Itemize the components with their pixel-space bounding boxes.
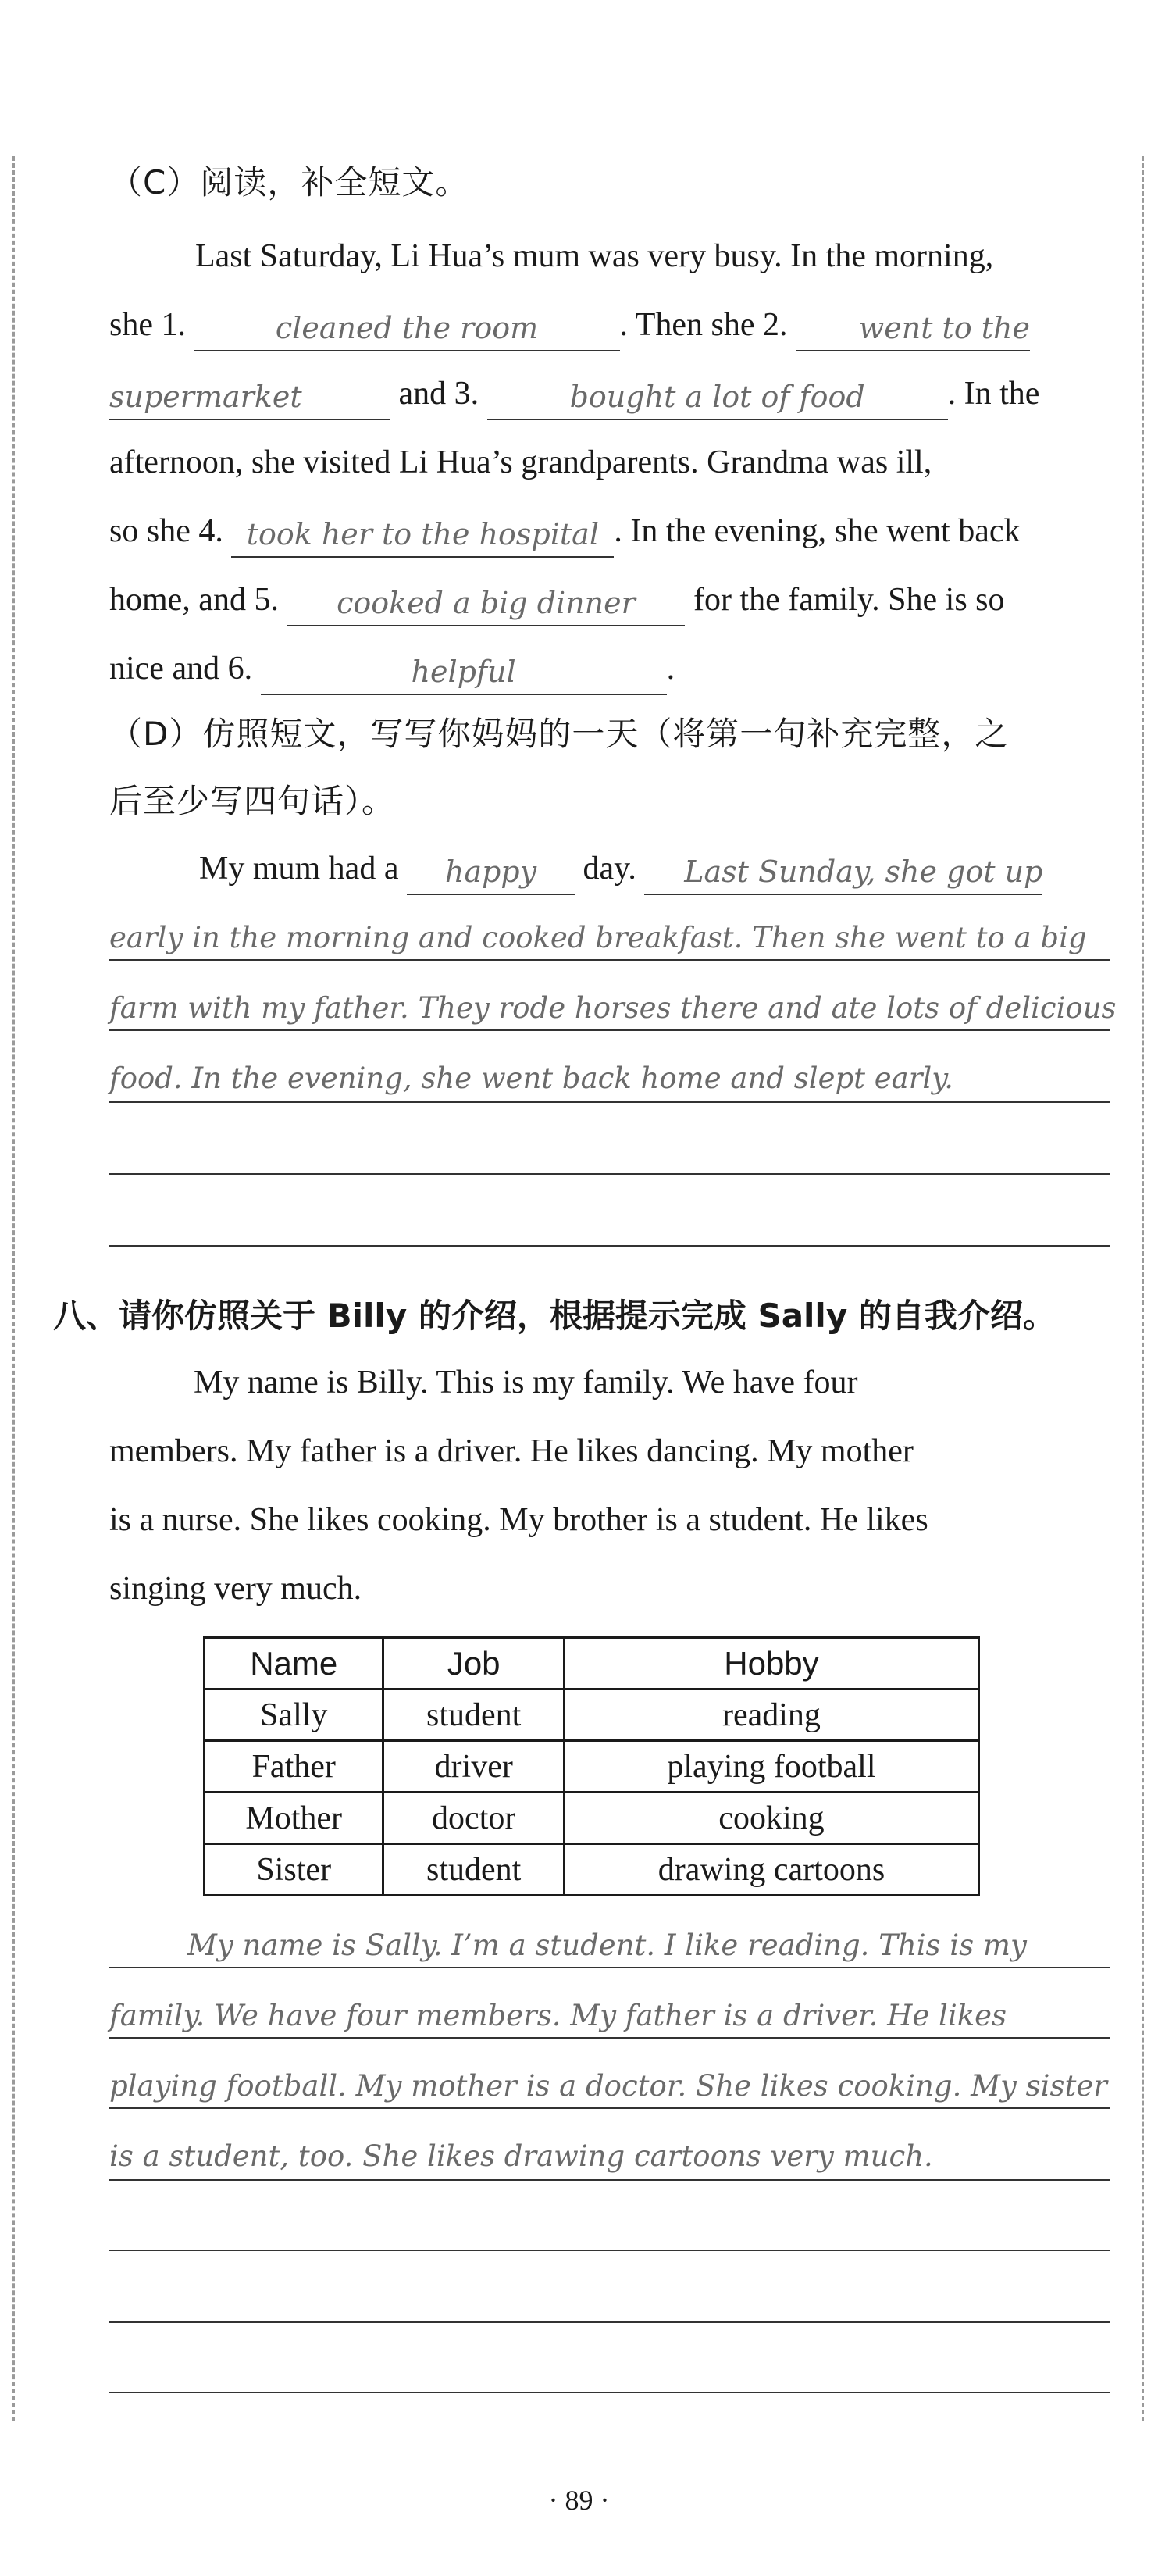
writing-d-line-0: Last Sunday, she got up bbox=[684, 855, 1043, 889]
answer-5: cooked a big dinner bbox=[337, 586, 636, 620]
header-name: Name bbox=[205, 1638, 383, 1689]
cell-hobby: cooking bbox=[564, 1793, 978, 1844]
table-header-row bbox=[205, 1638, 979, 1689]
right-margin-dashes bbox=[1142, 156, 1144, 2421]
cell-hobby: drawing cartoons bbox=[564, 1844, 978, 1896]
text-period: . bbox=[666, 651, 675, 687]
cell-job: student bbox=[383, 1844, 564, 1896]
text-and-3: and 3. bbox=[398, 376, 479, 412]
section-c-line-2 bbox=[109, 301, 1030, 348]
section-c-line-3 bbox=[109, 370, 1039, 417]
billy-line-2: members. My father is a driver. He likes dancing. My mother bbox=[109, 1433, 914, 1469]
cell-job: student bbox=[383, 1689, 564, 1741]
writing-8-line-3: playing football. My mother is a doctor. She likes cooking. My sister bbox=[109, 2069, 1107, 2103]
text-she-1: she 1. bbox=[109, 307, 186, 343]
left-margin-dashes bbox=[12, 156, 15, 2421]
family-info-table bbox=[203, 1636, 980, 1896]
section-c-line-6 bbox=[109, 576, 1005, 623]
blank-4[interactable] bbox=[231, 512, 614, 558]
writing-rule bbox=[109, 1101, 1110, 1103]
text-nice-and-6: nice and 6. bbox=[109, 651, 253, 687]
writing-8-line-4: is a student, too. She likes drawing cartoons very much. bbox=[109, 2139, 933, 2173]
section-c-line-5 bbox=[109, 508, 1021, 555]
cell-job: doctor bbox=[383, 1793, 564, 1844]
writing-rule bbox=[109, 959, 1110, 961]
section-d-lead-line bbox=[199, 845, 1042, 892]
cell-hobby: playing football bbox=[564, 1741, 978, 1793]
blank-3[interactable] bbox=[487, 375, 948, 420]
writing-d-line-1: early in the morning and cooked breakfast. Then she went to a big bbox=[109, 921, 1087, 954]
text-in-the-evening: . In the evening, she went back bbox=[614, 513, 1021, 549]
answer-4: took her to the hospital bbox=[246, 517, 599, 551]
text-so-she-4: so she 4. bbox=[109, 513, 223, 549]
table-row bbox=[205, 1844, 979, 1896]
cell-name: Mother bbox=[205, 1793, 383, 1844]
cell-hobby: reading bbox=[564, 1689, 978, 1741]
blank-5[interactable] bbox=[287, 581, 685, 626]
table-row bbox=[205, 1689, 979, 1741]
text-my-mum-had-a: My mum had a bbox=[199, 851, 399, 887]
answer-mood: happy bbox=[444, 855, 537, 889]
section-d-title-line-2: 后至少写四句话）。 bbox=[109, 782, 396, 820]
section-d-title-line-1: （D）仿照短文，写写你妈妈的一天（将第一句补充完整，之 bbox=[109, 715, 1009, 753]
billy-line-3: is a nurse. She likes cooking. My brother is a student. He likes bbox=[109, 1502, 928, 1538]
text-home-and-5: home, and 5. bbox=[109, 582, 279, 618]
section-c-title: （C）阅读，补全短文。 bbox=[109, 163, 469, 202]
writing-rule bbox=[109, 2107, 1110, 2109]
blank-1[interactable] bbox=[194, 306, 620, 351]
answer-3: bought a lot of food bbox=[569, 380, 865, 414]
writing-rule-empty[interactable] bbox=[109, 2250, 1110, 2251]
writing-rule-empty[interactable] bbox=[109, 2321, 1110, 2323]
writing-rule-empty[interactable] bbox=[109, 2392, 1110, 2393]
writing-rule-empty[interactable] bbox=[109, 1173, 1110, 1175]
cell-name: Sister bbox=[205, 1844, 383, 1896]
writing-rule bbox=[109, 2179, 1110, 2181]
page-number: · 89 · bbox=[548, 2485, 610, 2516]
answer-2b: supermarket bbox=[109, 380, 302, 414]
section-8-title: 八、请你仿照关于 Billy 的介绍，根据提示完成 Sally 的自我介绍。 bbox=[53, 1297, 1056, 1335]
writing-d-line-2: farm with my father. They rode horses there and ate lots of delicious bbox=[109, 991, 1117, 1025]
text-for-the-family: for the family. She is so bbox=[693, 582, 1005, 618]
text-then-she-2: . Then she 2. bbox=[619, 307, 788, 343]
answer-2a: went to the bbox=[858, 311, 1031, 345]
text-in-the: . In the bbox=[947, 376, 1040, 412]
table-row bbox=[205, 1793, 979, 1844]
billy-line-4: singing very much. bbox=[109, 1571, 362, 1607]
answer-1: cleaned the room bbox=[275, 311, 539, 345]
section-c-line-7 bbox=[109, 645, 675, 692]
writing-d-line-3: food. In the evening, she went back home and slept early. bbox=[109, 1061, 954, 1095]
cell-job: driver bbox=[383, 1741, 564, 1793]
answer-6: helpful bbox=[411, 655, 516, 689]
blank-2a[interactable] bbox=[796, 306, 1030, 351]
header-job: Job bbox=[383, 1638, 564, 1689]
table-row bbox=[205, 1741, 979, 1793]
writing-8-line-1: My name is Sally. I’m a student. I like reading. This is my bbox=[187, 1928, 1027, 1962]
blank-mood[interactable] bbox=[407, 850, 575, 895]
blank-writing-start[interactable] bbox=[644, 850, 1042, 895]
writing-rule-empty[interactable] bbox=[109, 1245, 1110, 1247]
cell-name: Father bbox=[205, 1741, 383, 1793]
section-c-line-1: Last Saturday, Li Hua’s mum was very busy. In the morning, bbox=[195, 238, 994, 274]
blank-2b[interactable] bbox=[109, 375, 390, 420]
header-hobby: Hobby bbox=[564, 1638, 978, 1689]
section-c-line-4: afternoon, she visited Li Hua’s grandparents. Grandma was ill, bbox=[109, 444, 932, 480]
writing-8-line-2: family. We have four members. My father is a driver. He likes bbox=[109, 1999, 1007, 2032]
billy-line-1: My name is Billy. This is my family. We have four bbox=[194, 1365, 858, 1400]
writing-rule bbox=[109, 1967, 1110, 1968]
writing-rule bbox=[109, 2037, 1110, 2039]
writing-rule bbox=[109, 1029, 1110, 1031]
blank-6[interactable] bbox=[261, 650, 667, 695]
text-day: day. bbox=[583, 851, 636, 887]
cell-name: Sally bbox=[205, 1689, 383, 1741]
